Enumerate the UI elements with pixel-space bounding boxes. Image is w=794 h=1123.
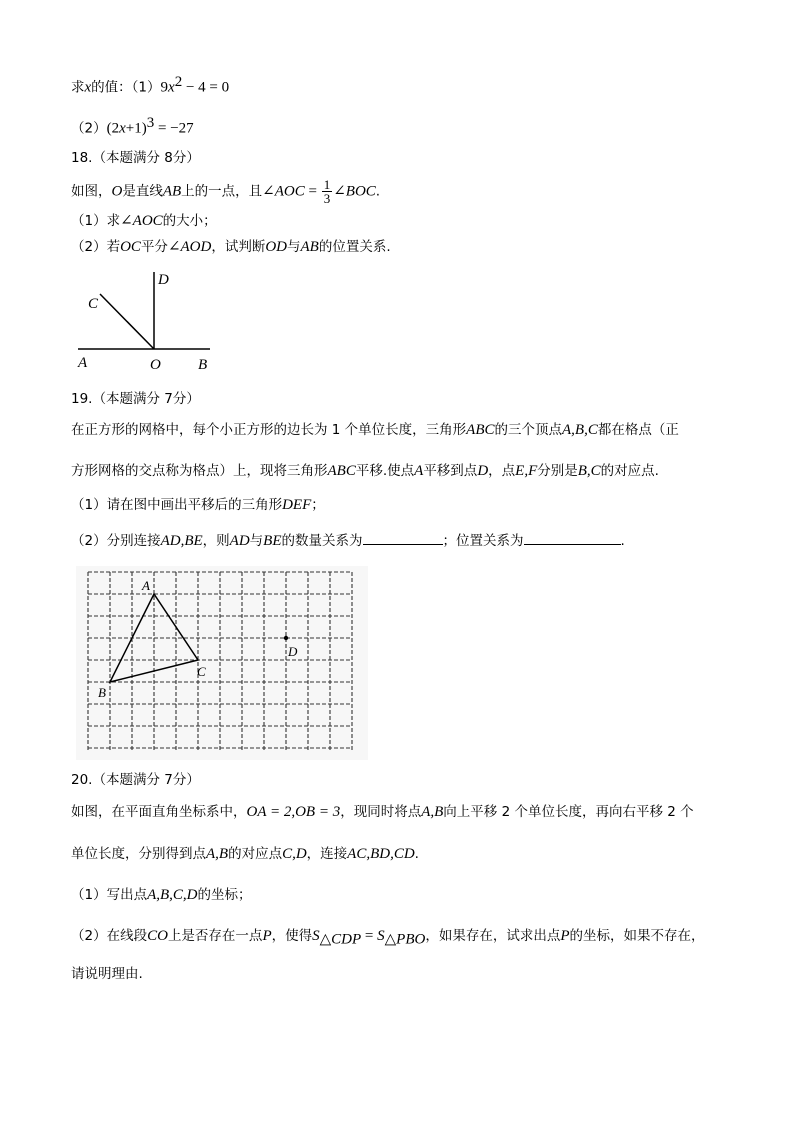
point-D — [284, 636, 288, 640]
math-var: CO — [147, 928, 168, 944]
text: ，如果存在，试求出点 — [425, 928, 561, 944]
text: （1）请在图中画出平移后的三角形 — [71, 497, 283, 513]
label-A: A — [78, 355, 88, 371]
text: 分别是 — [537, 463, 578, 479]
math-var: A,B,C — [562, 422, 598, 438]
text: 上的一点，且 — [181, 183, 263, 200]
math-var: P — [262, 928, 272, 944]
q20-stem-line2 — [71, 845, 419, 863]
text: 与 — [287, 239, 301, 255]
label-D: D — [288, 644, 298, 659]
text: 的坐标，如果不存在， — [569, 928, 705, 944]
text: . — [375, 183, 381, 200]
text: 平移.使点 — [355, 463, 415, 479]
math-var: P — [560, 928, 570, 944]
q20-part2 — [71, 927, 705, 949]
text: 的位置关系. — [318, 239, 391, 255]
math-var: A,B — [421, 804, 444, 820]
q17-line1 — [71, 73, 229, 97]
math-var: D — [477, 463, 489, 479]
label-D: D — [158, 272, 169, 288]
ray-OC — [100, 294, 154, 349]
q20-header: 20.（本题满分 7分） — [71, 772, 200, 788]
math: 9 — [160, 79, 169, 96]
math-var: OC — [120, 239, 141, 255]
math-var: O — [111, 183, 123, 200]
math: +1) — [125, 120, 147, 137]
text: 向上平移 2 个单位长度，再向右平移 2 个 — [443, 804, 694, 820]
label-C: C — [197, 664, 206, 679]
q18-part1 — [71, 212, 217, 230]
text: 上是否存在一点 — [167, 928, 263, 944]
label-C: C — [88, 296, 99, 312]
label-A: A — [142, 578, 150, 593]
q18-figure — [70, 266, 220, 376]
q18-stem — [71, 178, 380, 205]
math-var: OD — [265, 239, 288, 255]
subscript: △PBO — [384, 931, 426, 948]
math-var: AD — [229, 533, 250, 549]
exponent: 3 — [146, 115, 155, 131]
fraction — [322, 178, 333, 205]
text: 单位长度，分别得到点 — [71, 846, 206, 862]
q17-line2 — [71, 114, 194, 138]
text: 平移到点 — [423, 463, 478, 479]
text: 都在格点（正 — [597, 422, 679, 438]
text: 的值：（1） — [91, 79, 161, 96]
math-angle: ∠AOD — [167, 239, 212, 255]
text: （2） — [71, 120, 107, 137]
q20-stem-line1 — [71, 803, 694, 821]
subscript: △CDP — [319, 931, 362, 948]
math-var: S — [312, 928, 320, 944]
q19-header: 19.（本题满分 7分） — [71, 391, 200, 407]
math-var: AD,BE — [160, 533, 203, 549]
text: 的大小； — [162, 213, 217, 229]
math-var: A,B — [206, 846, 229, 862]
label-B: B — [98, 685, 106, 700]
math-var: E,F — [515, 463, 538, 479]
text: （1）写出点 — [71, 887, 148, 903]
text: 在正方形的网格中，每个小正方形的边长为 1 个单位长度，三角形 — [71, 422, 467, 438]
text: ；位置关系为 — [442, 533, 524, 549]
text: ，连接 — [306, 846, 348, 862]
math-angle: ∠AOC — [120, 213, 163, 229]
text: ，现同时将点 — [340, 804, 422, 820]
q20-part2-cont: 请说明理由. — [71, 966, 143, 982]
text: 与 — [249, 533, 264, 549]
text: ，试判断 — [211, 239, 266, 255]
math-var: DEF — [282, 497, 312, 513]
label-O: O — [150, 357, 161, 373]
math-var: x — [119, 120, 126, 137]
math-var: ABC — [327, 463, 356, 479]
text: ； — [311, 497, 325, 513]
math-var: x — [168, 79, 175, 96]
q19-part1 — [71, 496, 325, 514]
math-var: A — [414, 463, 424, 479]
text: 求 — [71, 79, 85, 96]
math-var: x — [84, 79, 92, 96]
text: ，使得 — [271, 928, 313, 944]
text: . — [414, 846, 419, 862]
text: . — [620, 533, 625, 549]
q19-grid-figure — [76, 566, 368, 760]
text: 平分 — [140, 239, 168, 255]
q19-stem-line1 — [71, 421, 679, 439]
answer-blank-position[interactable] — [524, 530, 621, 545]
text: （2）分别连接 — [71, 533, 161, 549]
q18-part2 — [71, 238, 391, 256]
math: = — [361, 928, 378, 944]
text: （2）若 — [71, 239, 121, 255]
math: OA = 2,OB = 3 — [246, 804, 341, 820]
text: 的对应点. — [600, 463, 659, 479]
exponent: 2 — [174, 74, 183, 90]
math-var: C,D — [282, 846, 307, 862]
math: = — [304, 183, 321, 200]
answer-blank-quantity[interactable] — [363, 530, 443, 545]
text: 如图，在平面直角坐标系中， — [71, 804, 247, 820]
math-var: B,C — [577, 463, 601, 479]
text: （2）在线段 — [71, 928, 148, 944]
math-var: A,B,C,D — [147, 887, 198, 903]
text: ，点 — [488, 463, 516, 479]
q19-part2 — [71, 530, 625, 550]
fraction-denominator: 3 — [323, 191, 331, 206]
math-var: AC,BD,CD — [347, 846, 415, 862]
math-var: S — [377, 928, 385, 944]
math-var: ABC — [466, 422, 495, 438]
text: 方形网格的交点称为格点）上，现将三角形 — [71, 463, 328, 479]
math: = −27 — [154, 120, 194, 137]
math: − 4 = 0 — [182, 79, 230, 96]
text: 的对应点 — [228, 846, 283, 862]
math-var: BE — [263, 533, 282, 549]
text: （1）求 — [71, 213, 121, 229]
text: 的坐标； — [197, 887, 252, 903]
text: 的数量关系为 — [281, 533, 363, 549]
text: ，则 — [202, 533, 230, 549]
q20-part1 — [71, 886, 252, 904]
text: 是直线 — [122, 183, 163, 200]
math-angle: ∠AOC — [262, 183, 305, 200]
math-angle: ∠BOC — [333, 183, 376, 200]
text: 如图， — [71, 183, 112, 200]
q19-stem-line2 — [71, 462, 659, 480]
math-var: AB — [300, 239, 319, 255]
math-var: AB — [162, 183, 182, 200]
fraction-numerator: 1 — [323, 177, 331, 192]
q18-header: 18.（本题满分 8分） — [71, 150, 200, 166]
text: 的三个顶点 — [494, 422, 563, 438]
label-B: B — [198, 357, 208, 373]
math: (2 — [106, 120, 120, 137]
